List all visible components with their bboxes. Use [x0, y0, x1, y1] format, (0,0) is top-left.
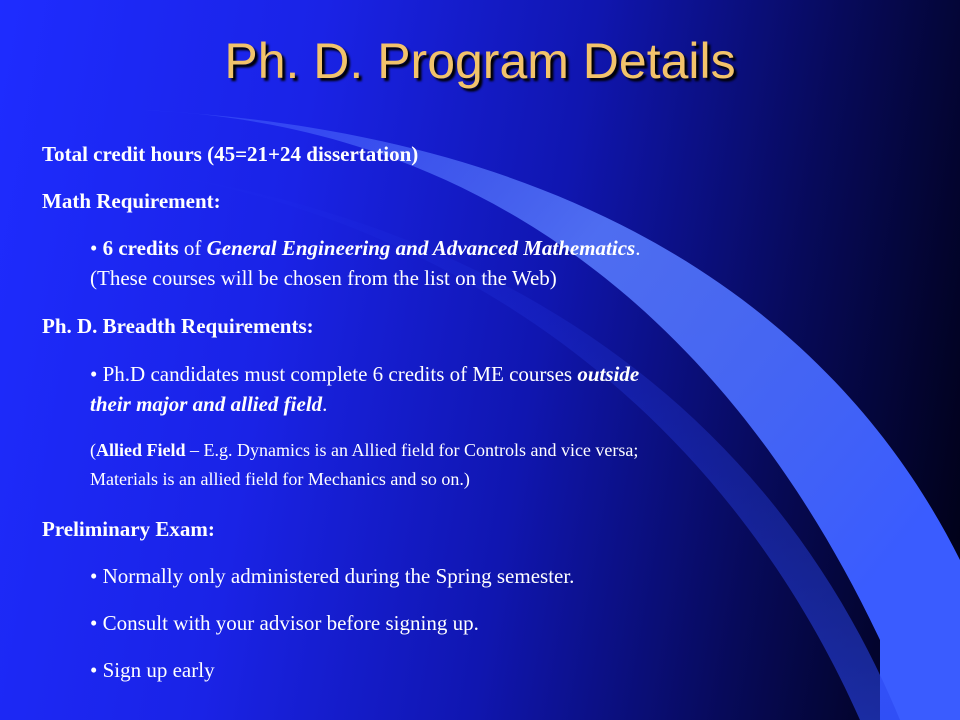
preliminary-exam-heading: Preliminary Exam:	[42, 517, 215, 541]
prelim-item-spring: • Normally only administered during the Spring semester.	[90, 564, 575, 588]
note-paren: (	[90, 440, 96, 460]
math-period: .	[635, 236, 641, 260]
breadth-bullet-line2	[90, 390, 327, 418]
math-requirement-heading: Math Requirement:	[42, 189, 221, 213]
math-requirement-bullet	[90, 234, 640, 262]
allied-field-label: Allied Field	[96, 440, 186, 460]
total-credits-text: Total credit hours (45=21+24 dissertation)	[42, 142, 419, 166]
bullet-marker: •	[90, 236, 103, 260]
breadth-outside: outside	[577, 362, 640, 386]
math-subject: General Engineering and Advanced Mathematics	[206, 236, 636, 260]
breadth-period: .	[322, 392, 328, 416]
allied-field-note-line2: Materials is an allied field for Mechanics and so on.)	[90, 469, 470, 489]
breadth-major-field: their major and allied field	[90, 392, 323, 416]
breadth-bullet-line1	[90, 360, 639, 388]
math-credits: 6 credits	[102, 236, 179, 260]
prelim-item-early: • Sign up early	[90, 658, 215, 682]
allied-field-note-line1	[90, 437, 638, 463]
math-of-text: of	[178, 236, 207, 260]
breadth-requirements-heading: Ph. D. Breadth Requirements:	[42, 314, 314, 338]
breadth-text: Ph.D candidates must complete 6 credits of ME courses	[102, 362, 578, 386]
prelim-item-advisor: • Consult with your advisor before signing up.	[90, 611, 479, 635]
bullet-marker: •	[90, 362, 103, 386]
allied-field-text1: – E.g. Dynamics is an Allied field for Controls and vice versa;	[185, 440, 639, 460]
slide-title: Ph. D. Program Details	[224, 33, 736, 89]
math-requirement-note: (These courses will be chosen from the list on the Web)	[90, 266, 557, 290]
